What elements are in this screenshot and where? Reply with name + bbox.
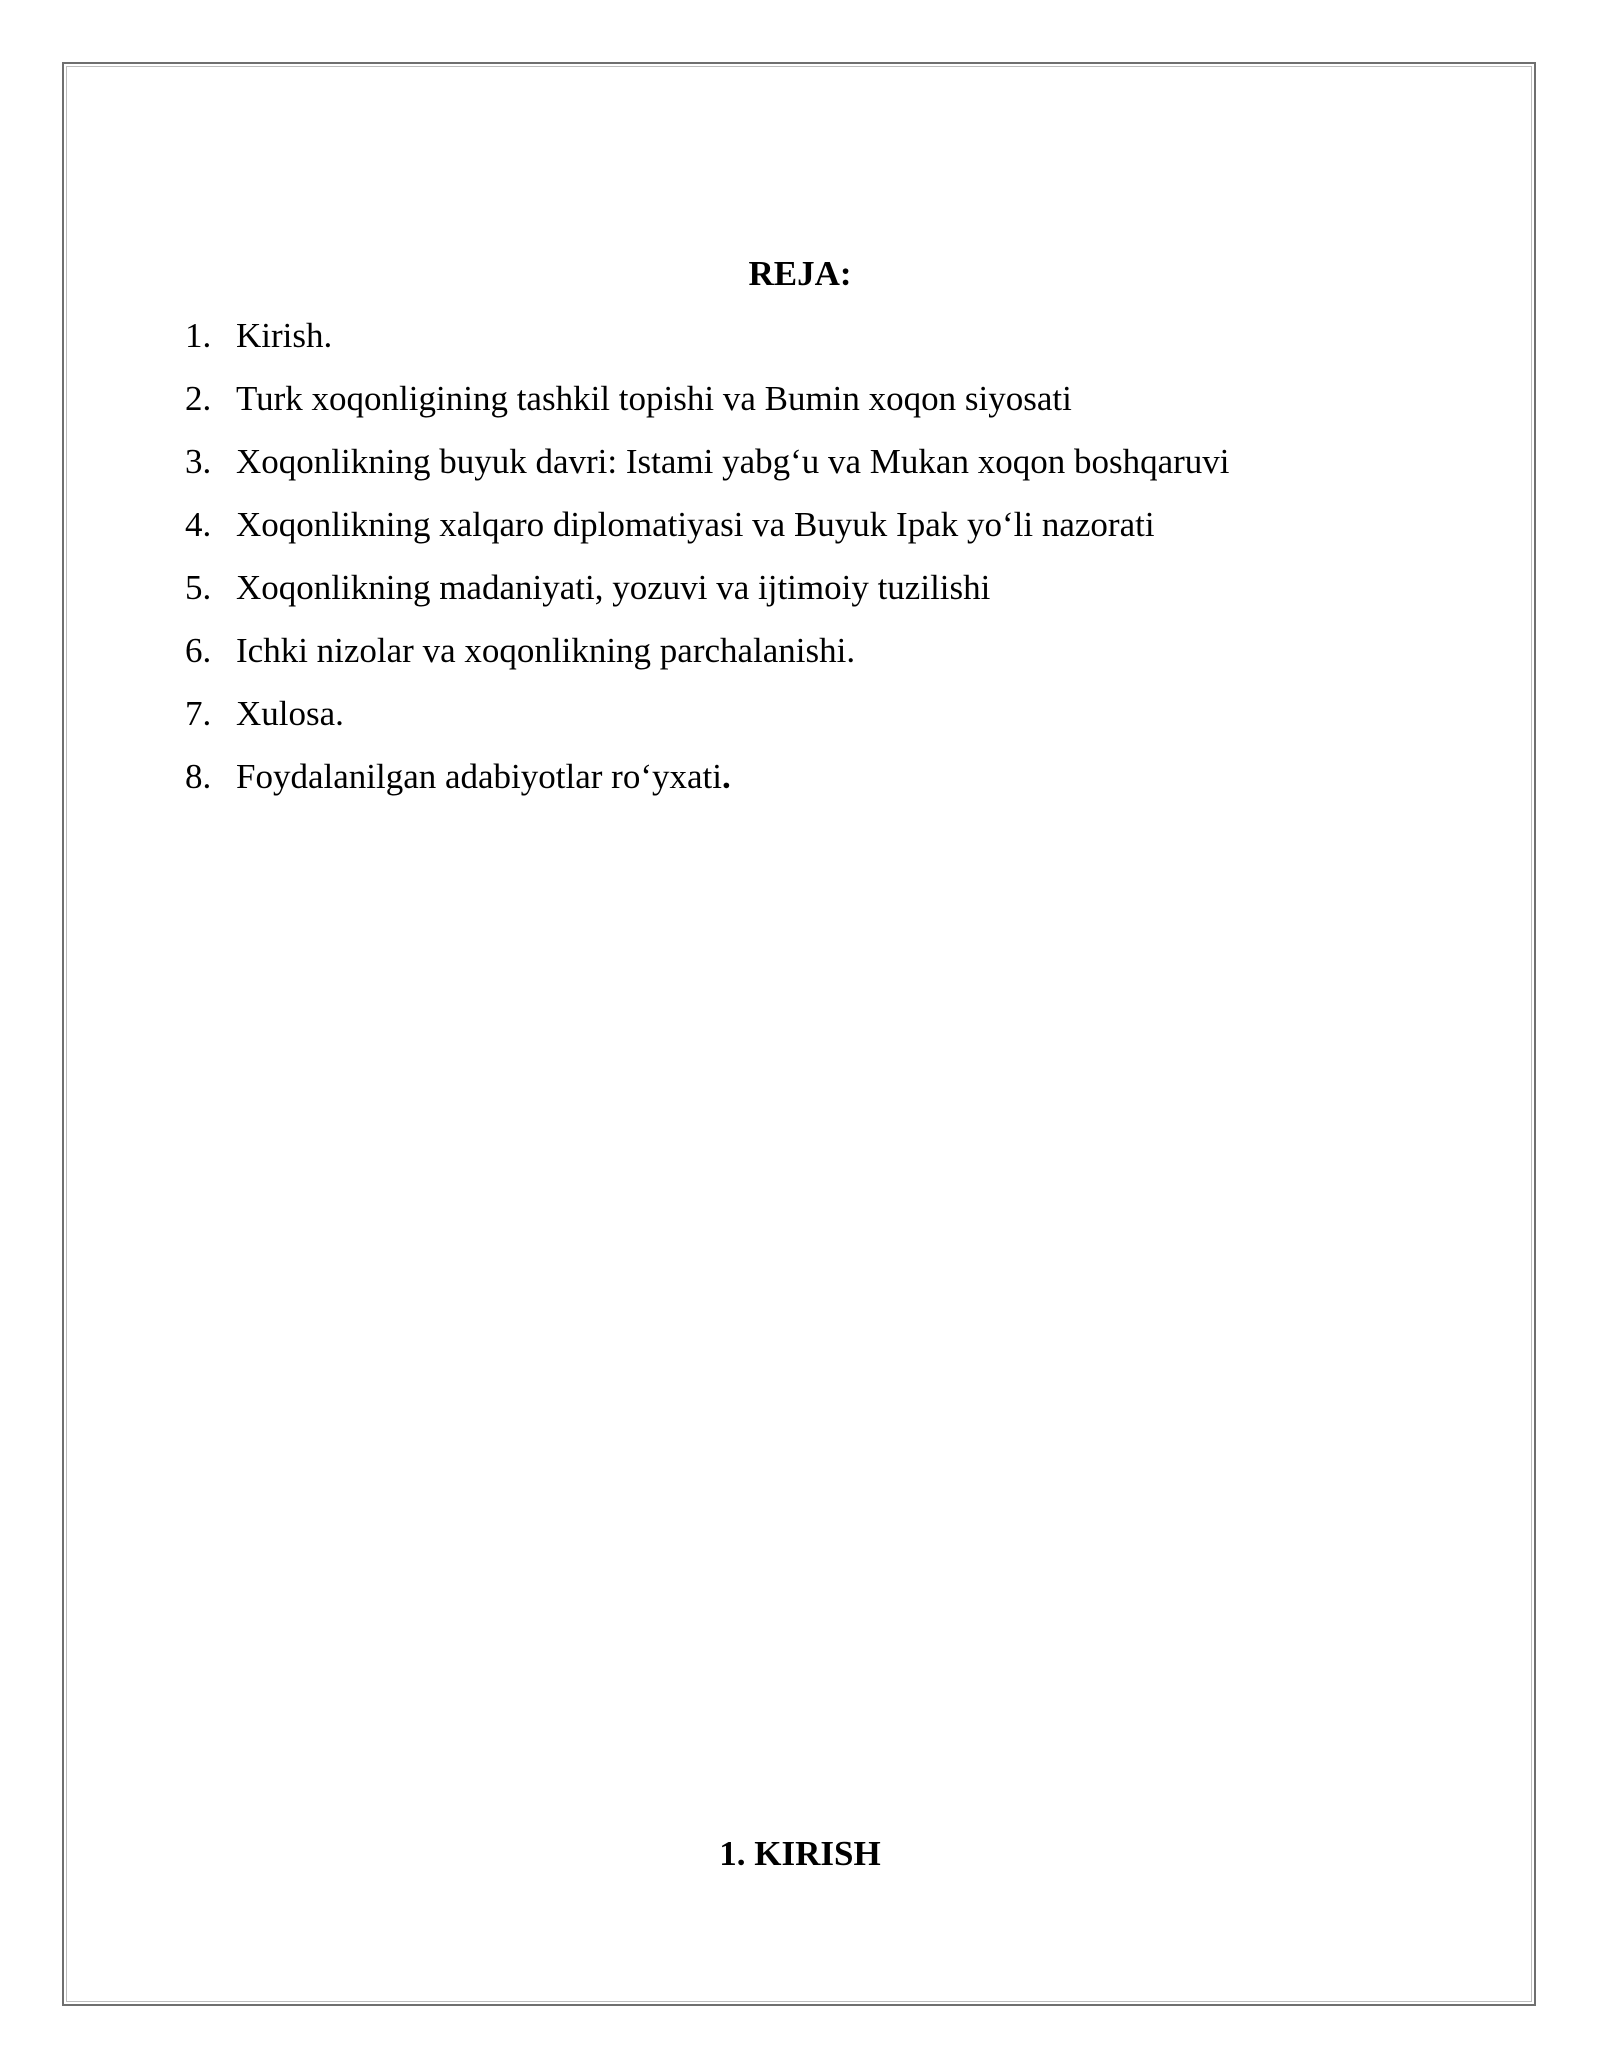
plan-item-text: Ichki nizolar va xoqonlikning parchalanishi. <box>236 631 856 670</box>
plan-item-text: Xoqonlikning xalqaro diplomatiyasi va Buyuk Ipak yoʻli nazorati <box>236 505 1155 544</box>
plan-item-number: 1. <box>185 316 212 355</box>
plan-item <box>185 314 1229 377</box>
section-heading: 1. KIRISH <box>719 1834 881 1873</box>
plan-item-number: 4. <box>185 505 212 544</box>
plan-item-number: 6. <box>185 631 212 670</box>
plan-item-number: 5. <box>185 568 212 607</box>
plan-item <box>185 755 1229 818</box>
plan-item-number: 7. <box>185 694 212 733</box>
plan-item-number: 8. <box>185 757 212 796</box>
plan-item <box>185 440 1229 503</box>
plan-item-text: Xoqonlikning buyuk davri: Istami yabgʻu va Mukan xoqon boshqaruvi <box>236 442 1230 481</box>
plan-item-text: Xoqonlikning madaniyati, yozuvi va ijtimoiy tuzilishi <box>236 568 991 607</box>
plan-item <box>185 692 1229 755</box>
plan-item-text: Foydalanilgan adabiyotlar roʻyxati <box>236 757 722 796</box>
plan-item <box>185 629 1229 692</box>
plan-item-text: Turk xoqonligining tashkil topishi va Bumin xoqon siyosati <box>236 379 1072 418</box>
plan-item-text: Xulosa. <box>236 694 344 733</box>
plan-list <box>185 314 1229 818</box>
plan-item-suffix: . <box>721 757 731 796</box>
plan-item <box>185 377 1229 440</box>
plan-item-number: 3. <box>185 442 212 481</box>
plan-item <box>185 566 1229 629</box>
plan-item-text: Kirish. <box>236 316 333 355</box>
plan-item-number: 2. <box>185 379 212 418</box>
plan-item <box>185 503 1229 566</box>
plan-title: REJA: <box>748 254 852 293</box>
